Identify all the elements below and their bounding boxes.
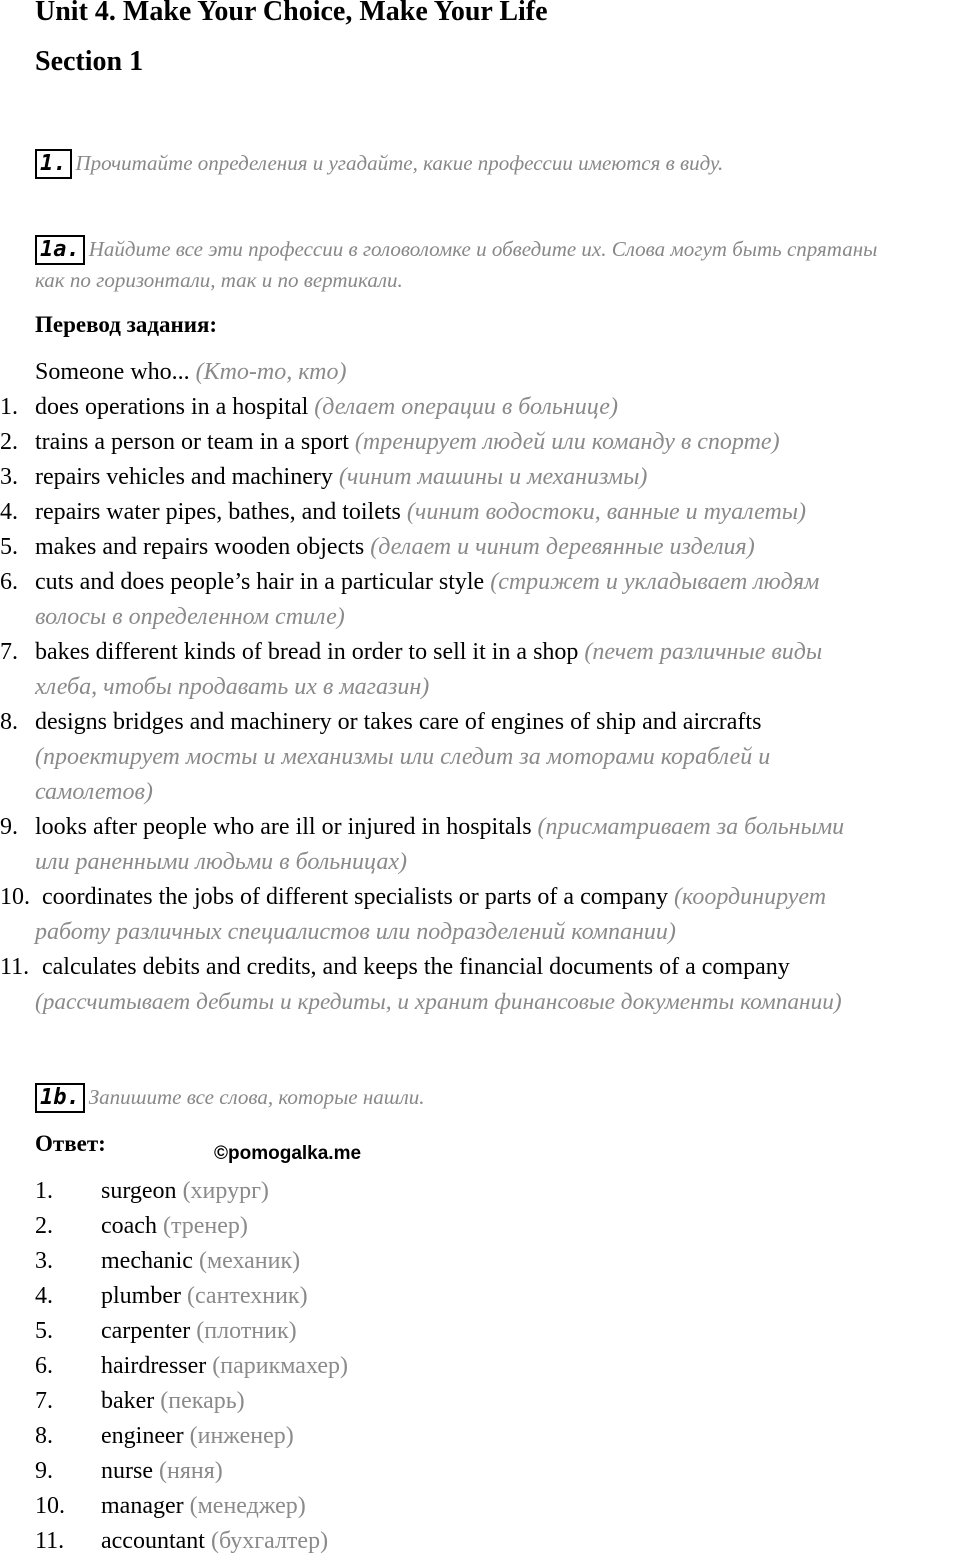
answer-en: manager bbox=[101, 1493, 184, 1519]
item-ru: (стрижет и укладывает людям bbox=[490, 569, 820, 595]
translation-list bbox=[0, 390, 960, 1030]
task-1-label: 1. bbox=[35, 149, 72, 179]
item-number: 4. bbox=[0, 499, 18, 525]
answer-ru: (менеджер) bbox=[189, 1493, 306, 1519]
answer-ru: (тренер) bbox=[162, 1213, 248, 1239]
answer-number: 7. bbox=[35, 1388, 53, 1414]
answer-en: hairdresser bbox=[101, 1353, 207, 1379]
answer-heading: Ответ: bbox=[35, 1131, 106, 1156]
translation-intro bbox=[35, 355, 346, 390]
item-en: cuts and does people’s hair in a particular style bbox=[35, 569, 485, 595]
task-1 bbox=[35, 149, 723, 179]
task-1a-label: 1a. bbox=[35, 235, 85, 265]
item-number: 11. bbox=[0, 954, 30, 980]
answer-number: 6. bbox=[35, 1353, 53, 1379]
answer-number: 8. bbox=[35, 1423, 53, 1449]
item-number: 6. bbox=[0, 569, 18, 595]
answer-ru: (пекарь) bbox=[160, 1388, 245, 1414]
answer-ru: (сантехник) bbox=[186, 1283, 308, 1309]
task-1-text: Прочитайте определения и угадайте, какие профессии имеются в виду. bbox=[75, 151, 724, 175]
answer-ru: (бухгалтер) bbox=[210, 1528, 329, 1554]
answer-en: surgeon bbox=[101, 1178, 177, 1204]
item-ru-continued: самолетов) bbox=[35, 779, 153, 805]
intro-ru: (Кто-то, кто) bbox=[195, 359, 347, 385]
item-ru-continued: (рассчитывает дебиты и кредиты, и хранит финансовые документы компании) bbox=[35, 989, 842, 1015]
answer-list bbox=[0, 1174, 600, 1559]
answer-en: accountant bbox=[101, 1528, 205, 1554]
item-ru: (присматривает за больными bbox=[537, 814, 845, 840]
item-number: 2. bbox=[0, 429, 18, 455]
item-ru: (делает операции в больнице) bbox=[314, 394, 618, 420]
item-en: makes and repairs wooden objects bbox=[35, 534, 365, 560]
item-ru-continued: работу различных специалистов или подразделений компании) bbox=[35, 919, 676, 945]
item-en: repairs water pipes, bathes, and toilets bbox=[35, 499, 401, 525]
task-1a-text-line2: как по горизонтали, так и по вертикали. bbox=[35, 268, 403, 292]
task-1a bbox=[35, 235, 877, 265]
item-ru: (тренирует людей или команду в спорте) bbox=[354, 429, 780, 455]
item-en: repairs vehicles and machinery bbox=[35, 464, 333, 490]
item-number: 8. bbox=[0, 709, 18, 735]
answer-number: 2. bbox=[35, 1213, 53, 1239]
watermark: ©pomogalka.me bbox=[214, 1143, 362, 1164]
intro-en: Someone who... bbox=[35, 359, 190, 385]
answer-en: nurse bbox=[101, 1458, 153, 1484]
item-ru: (чинит машины и механизмы) bbox=[338, 464, 648, 490]
item-ru-continued: или раненными людьми в больницах) bbox=[35, 849, 407, 875]
item-en: bakes different kinds of bread in order to sell it in a shop bbox=[35, 639, 579, 665]
item-ru-continued: волосы в определенном стиле) bbox=[35, 604, 345, 630]
item-en: trains a person or team in a sport bbox=[35, 429, 349, 455]
answer-number: 9. bbox=[35, 1458, 53, 1484]
task-1b-label: 1b. bbox=[35, 1083, 85, 1113]
answer-en: baker bbox=[101, 1388, 155, 1414]
answer-number: 11. bbox=[35, 1528, 65, 1554]
answer-number: 1. bbox=[35, 1178, 53, 1204]
answer-en: plumber bbox=[101, 1283, 181, 1309]
item-number: 1. bbox=[0, 394, 18, 420]
item-number: 9. bbox=[0, 814, 18, 840]
translation-heading: Перевод задания: bbox=[35, 312, 218, 337]
answer-ru: (плотник) bbox=[196, 1318, 297, 1344]
answer-number: 4. bbox=[35, 1283, 53, 1309]
item-number: 10. bbox=[0, 884, 30, 910]
item-number: 7. bbox=[0, 639, 18, 665]
item-ru: (чинит водостоки, ванные и туалеты) bbox=[406, 499, 807, 525]
answer-en: mechanic bbox=[101, 1248, 193, 1274]
item-en: looks after people who are ill or injured in hospitals bbox=[35, 814, 532, 840]
answer-number: 3. bbox=[35, 1248, 53, 1274]
item-ru-continued: (проектирует мосты и механизмы или следит за моторами кораблей и bbox=[35, 744, 771, 770]
item-number: 3. bbox=[0, 464, 18, 490]
item-number: 5. bbox=[0, 534, 18, 560]
item-ru: (делает и чинит деревянные изделия) bbox=[370, 534, 755, 560]
answer-ru: (инженер) bbox=[189, 1423, 294, 1449]
answer-en: engineer bbox=[101, 1423, 184, 1449]
answer-en: coach bbox=[101, 1213, 157, 1239]
item-en: coordinates the jobs of different specialists or parts of a company bbox=[42, 884, 669, 910]
item-ru: (координирует bbox=[674, 884, 827, 910]
item-en: designs bridges and machinery or takes care of engines of ship and aircrafts bbox=[35, 709, 762, 735]
answer-ru: (парикмахер) bbox=[212, 1353, 348, 1379]
unit-title: Unit 4. Make Your Choice, Make Your Life bbox=[35, 0, 548, 27]
answer-ru: (механик) bbox=[198, 1248, 301, 1274]
answer-number: 10. bbox=[35, 1493, 65, 1519]
item-en: calculates debits and credits, and keeps the financial documents of a company bbox=[42, 954, 790, 980]
item-ru: (печет различные виды bbox=[584, 639, 823, 665]
task-1a-text-line1: Найдите все эти профессии в головоломке и обведите их. Слова могут быть спрятаны bbox=[88, 237, 878, 261]
section-title: Section 1 bbox=[35, 46, 144, 77]
task-1b-text: Запишите все слова, которые нашли. bbox=[88, 1085, 425, 1109]
answer-ru: (хирург) bbox=[182, 1178, 269, 1204]
answer-number: 5. bbox=[35, 1318, 53, 1344]
answer-en: carpenter bbox=[101, 1318, 191, 1344]
answer-ru: (няня) bbox=[158, 1458, 223, 1484]
task-1b bbox=[35, 1083, 425, 1113]
item-en: does operations in a hospital bbox=[35, 394, 309, 420]
item-ru-continued: хлеба, чтобы продавать их в магазин) bbox=[35, 674, 430, 700]
